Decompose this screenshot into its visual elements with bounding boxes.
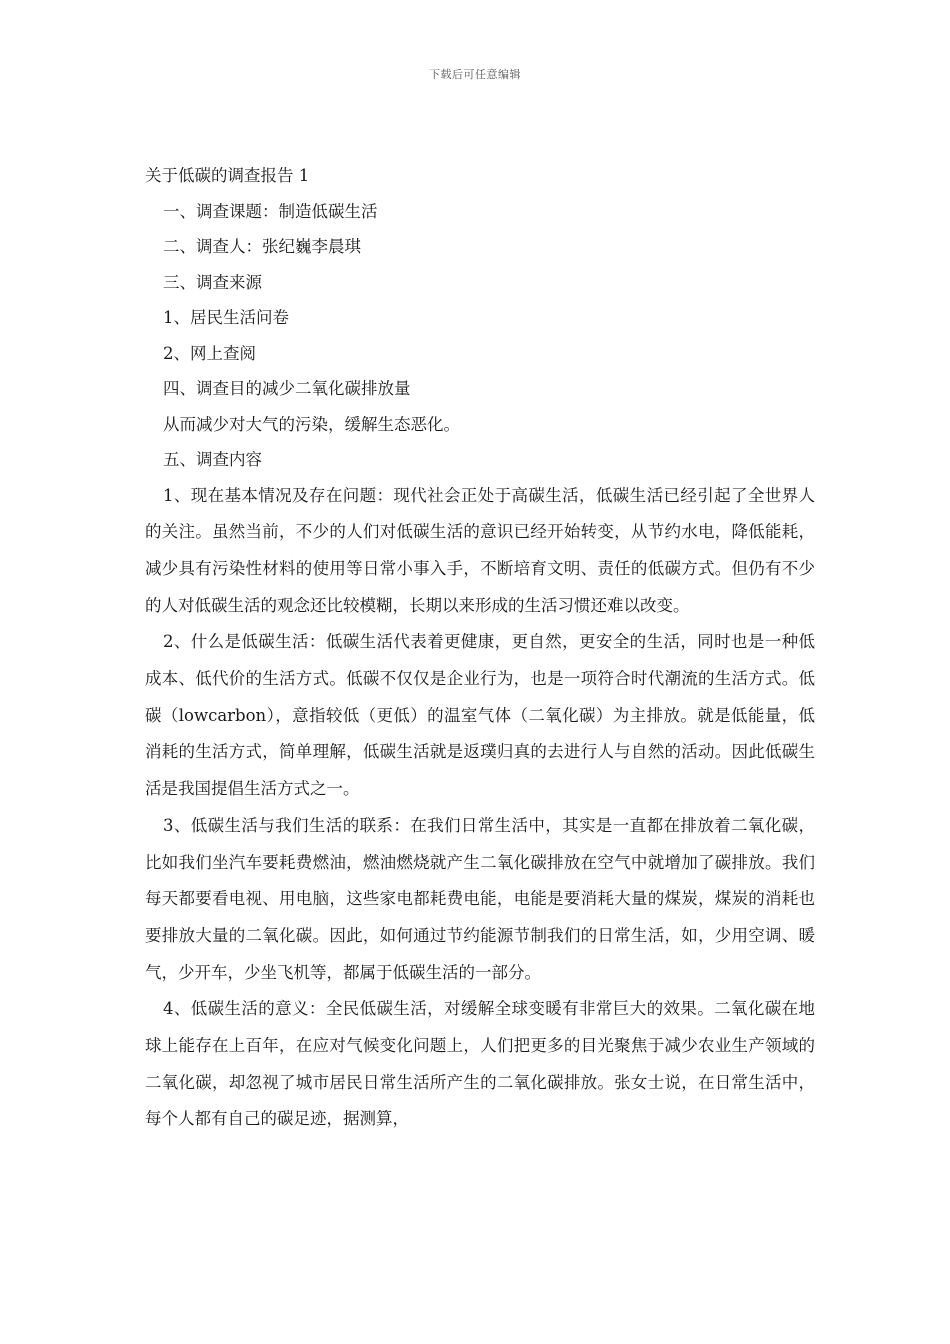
section-heading-content: 五、调查内容 bbox=[163, 450, 262, 469]
purpose-text: 从而减少对大气的污染，缓解生态恶化。 bbox=[163, 414, 460, 434]
source-item-online: 2、网上查阅 bbox=[163, 343, 256, 363]
page-header: 下载后可任意编辑 bbox=[429, 68, 521, 81]
section-heading-purpose: 四、调查目的减少二氧化碳排放量 bbox=[163, 379, 411, 398]
section-heading-sources: 三、调查来源 bbox=[163, 272, 262, 292]
paragraph-current-situation: 1、现在基本情况及存在问题：现代社会正处于高碳生活，低碳生活已经引起了全世界人的关注。虽然当前，不少的人们对低碳生活的意识已经开始转变，从节约水电，降低能耗，减少具有污染性材料的使用等日常小事入手，不断培育文明、责任的低碳方式。但仍有不少的人对低碳生活的观念还比较模糊，长期以来形成的生活习惯还难以改变。 bbox=[145, 485, 815, 615]
document-title: 关于低碳的调查报告 1 bbox=[145, 166, 310, 185]
paragraph-connection-to-life: 3、低碳生活与我们生活的联系：在我们日常生活中，其实是一直都在排放着二氧化碳，比如我们坐汽车要耗费燃油，燃油燃烧就产生二氧化碳排放在空气中就增加了碳排放。我们每天都要看电视、用电脑，这些家电都耗费电能，电能是要消耗大量的煤炭，煤炭的消耗也要排放大量的二氧化碳。因此，如何通过节约能源节制我们的日常生活，如，少用空调、暖气，少开车，少坐飞机等，都属于低碳生活的一部分。 bbox=[145, 815, 815, 982]
section-heading-topic: 一、调查课题：制造低碳生活 bbox=[163, 201, 378, 221]
paragraph-what-is-low-carbon: 2、什么是低碳生活：低碳生活代表着更健康，更自然，更安全的生活，同时也是一种低成本、低代价的生活方式。低碳不仅仅是企业行为，也是一项符合时代潮流的生活方式。低碳（lowcarbon），意指较低（更低）的温室气体（二氧化碳）为主排放。就是低能量，低消耗的生活方式，简单理解，低碳生活就是返璞归真的去进行人与自然的活动。因此低碳生活是我国提倡生活方式之一。 bbox=[145, 632, 815, 799]
document-body bbox=[145, 158, 815, 1138]
source-item-questionnaire: 1、居民生活问卷 bbox=[163, 308, 289, 327]
section-heading-investigators: 二、调查人：张纪巍李晨琪 bbox=[163, 237, 361, 256]
paragraph-significance: 4、低碳生活的意义：全民低碳生活，对缓解全球变暖有非常巨大的效果。二氧化碳在地球上能存在上百年，在应对气候变化问题上，人们把更多的目光聚焦于减少农业生产领域的二氧化碳，却忽视了城市居民日常生活所产生的二氧化碳排放。张女士说，在日常生活中，每个人都有自己的碳足迹，据测算， bbox=[145, 999, 815, 1129]
